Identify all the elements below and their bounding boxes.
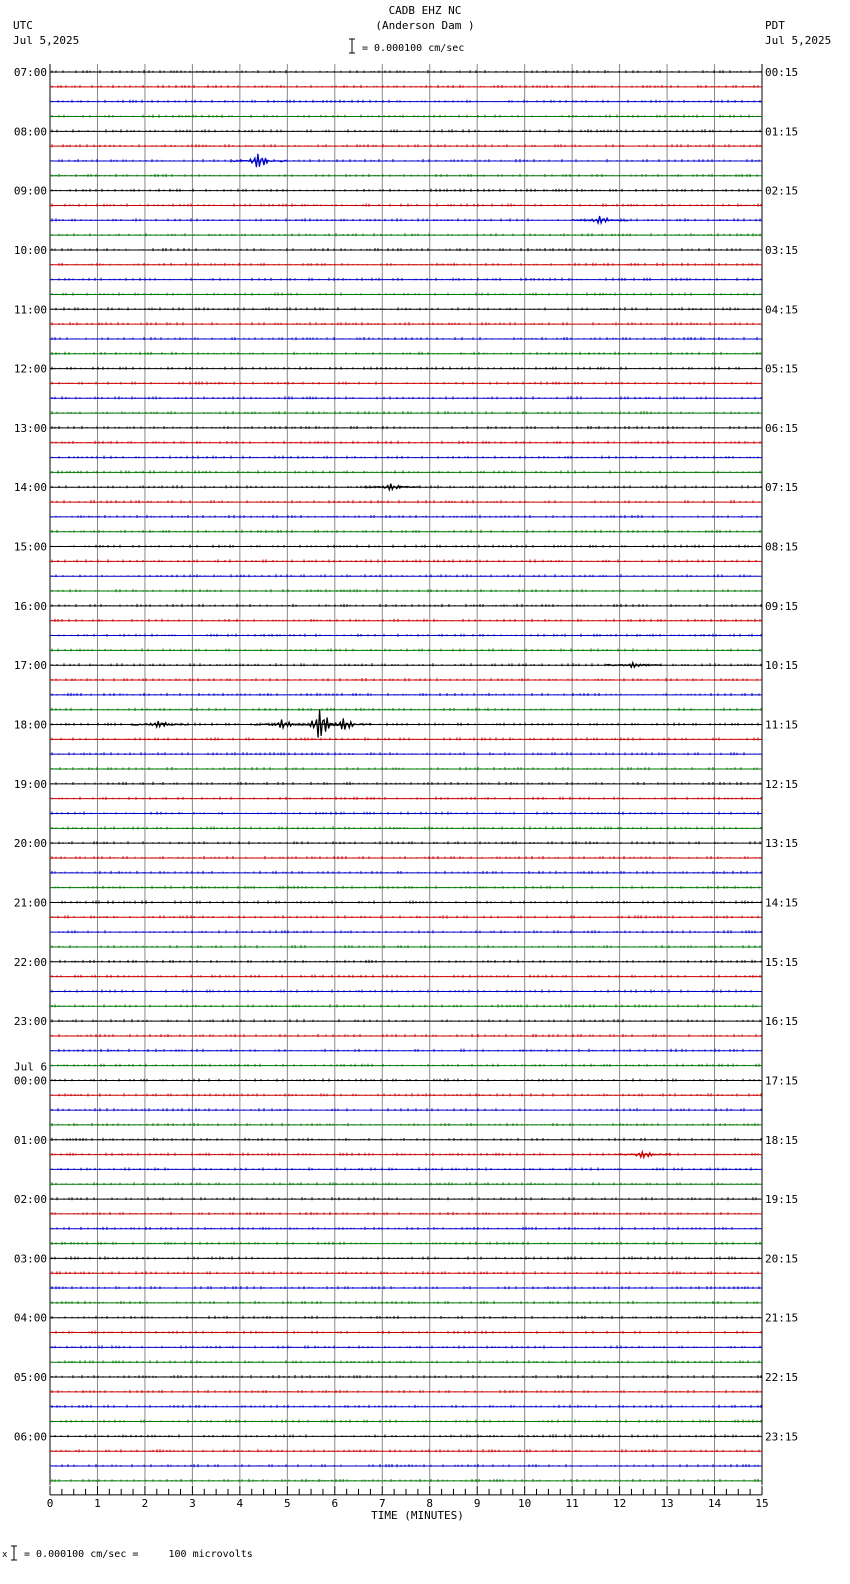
utc-hour-label: 06:00: [13, 1430, 47, 1444]
x-tick-label: 3: [189, 1496, 196, 1510]
x-tick-label: 0: [46, 1496, 54, 1510]
x-tick-label: 9: [473, 1496, 481, 1510]
pdt-hour-label: 03:15: [765, 243, 799, 257]
trace-noise-71: [52, 1123, 758, 1126]
pdt-hour-label: 12:15: [765, 777, 799, 791]
pdt-hour-label: 10:15: [765, 659, 799, 673]
pdt-hour-label: 16:15: [765, 1015, 799, 1029]
pdt-hour-label: 11:15: [765, 718, 799, 732]
utc-hour-label: 18:00: [13, 718, 47, 732]
footer-scale-bar-icon: [11, 1546, 17, 1560]
utc-hour-label: 00:00: [13, 1074, 47, 1088]
pdt-hour-label: 02:15: [765, 184, 799, 198]
utc-hour-label: 22:00: [13, 955, 47, 969]
footer-marker: x: [2, 1550, 8, 1560]
pdt-hour-label: 13:15: [765, 837, 799, 851]
scale-text: = 0.000100 cm/sec: [362, 43, 465, 54]
left-timezone: UTC: [13, 19, 33, 32]
pdt-hour-label: 22:15: [765, 1371, 799, 1385]
x-tick-label: 4: [236, 1496, 244, 1510]
date-change-label: Jul 6: [14, 1060, 48, 1074]
event-waveform-8: [615, 1152, 671, 1158]
pdt-hour-label: 23:15: [765, 1430, 799, 1444]
utc-hour-label: 05:00: [13, 1371, 47, 1385]
pdt-hour-label: 15:15: [765, 955, 799, 969]
x-tick-label: 7: [378, 1496, 386, 1510]
pdt-hour-label: 17:15: [765, 1074, 799, 1088]
x-tick-label: 1: [94, 1496, 101, 1510]
utc-hour-label: 21:00: [13, 896, 47, 910]
pdt-hour-label: 20:15: [765, 1252, 799, 1266]
x-tick-label: 6: [331, 1496, 339, 1510]
event-waveform-2: [364, 484, 420, 490]
utc-hour-label: 23:00: [13, 1015, 47, 1029]
site-name: (Anderson Dam ): [375, 19, 475, 32]
pdt-hour-label: 08:15: [765, 540, 799, 554]
pdt-hour-label: 14:15: [765, 896, 799, 910]
utc-hour-label: 20:00: [13, 837, 47, 851]
pdt-hour-label: 21:15: [765, 1311, 799, 1325]
utc-hour-labels: [14, 66, 47, 1443]
utc-hour-label: 16:00: [13, 599, 47, 613]
event-waveform-3: [606, 663, 662, 668]
utc-hour-label: 04:00: [13, 1311, 47, 1325]
event-waveform-5: [255, 720, 311, 729]
utc-hour-label: 07:00: [13, 66, 47, 79]
utc-hour-label: 09:00: [13, 184, 47, 198]
pdt-hour-label: 09:15: [765, 599, 799, 613]
utc-hour-label: 11:00: [13, 303, 47, 317]
utc-hour-label: 10:00: [13, 243, 47, 257]
right-timezone: PDT: [765, 19, 785, 32]
utc-hour-label: 15:00: [13, 540, 47, 554]
utc-hour-label: 13:00: [13, 421, 47, 435]
utc-hour-label: 12:00: [13, 362, 47, 376]
utc-hour-label: 01:00: [13, 1133, 47, 1147]
seismic-traces: [50, 70, 762, 1482]
pdt-hour-label: 05:15: [765, 362, 799, 376]
x-tick-label: 2: [141, 1496, 149, 1510]
utc-hour-label: 17:00: [13, 659, 47, 673]
event-waveform-4: [131, 721, 187, 727]
pdt-hour-label: 04:15: [765, 303, 799, 317]
time-axis: [47, 1486, 769, 1510]
x-tick-label: 11: [565, 1496, 579, 1510]
x-tick-label: 12: [612, 1496, 627, 1510]
pdt-hour-label: 06:15: [765, 421, 799, 435]
x-tick-label: 8: [426, 1496, 434, 1510]
right-date: Jul 5,2025: [765, 34, 832, 47]
utc-hour-label: 19:00: [13, 777, 47, 791]
left-date: Jul 5,2025: [13, 34, 80, 47]
x-axis-label: TIME (MINUTES): [371, 1509, 464, 1522]
utc-hour-label: 08:00: [13, 125, 47, 139]
x-tick-label: 5: [284, 1496, 291, 1510]
utc-hour-label: 14:00: [13, 481, 47, 495]
pdt-hour-labels: [765, 66, 798, 1443]
utc-hour-label: 03:00: [13, 1252, 47, 1266]
scale-bar-icon: [349, 39, 355, 53]
pdt-hour-label: 00:15: [765, 66, 799, 79]
pdt-hour-label: 19:15: [765, 1193, 799, 1207]
pdt-hour-label: 18:15: [765, 1133, 799, 1147]
x-tick-label: 10: [518, 1496, 532, 1510]
utc-hour-label: 02:00: [13, 1193, 47, 1207]
x-tick-label: 13: [660, 1496, 674, 1510]
pdt-hour-label: 07:15: [765, 481, 799, 495]
event-waveform-0: [231, 154, 287, 168]
station-title: CADB EHZ NC: [388, 4, 462, 17]
x-tick-label: 14: [707, 1496, 722, 1510]
pdt-hour-label: 01:15: [765, 125, 799, 139]
footer-scale-text: = 0.000100 cm/sec = 100 microvolts: [24, 1549, 253, 1560]
x-tick-label: 15: [755, 1496, 769, 1510]
